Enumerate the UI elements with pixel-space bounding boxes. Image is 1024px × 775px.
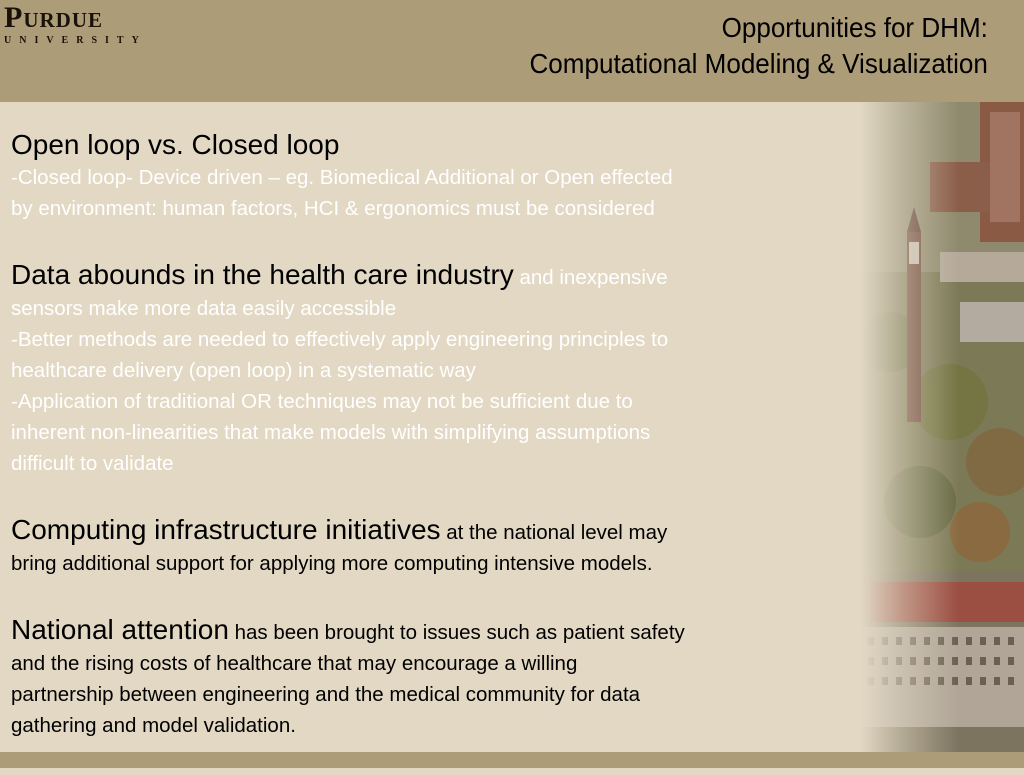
paragraph-data-abounds: [11, 258, 856, 479]
paragraph-computing-infrastructure: [11, 513, 856, 579]
body-line: gathering and model validation.: [11, 714, 296, 737]
heading-tail: and inexpensive: [513, 266, 668, 289]
body-line: sensors make more data easily accessible: [11, 297, 397, 320]
body-line: by environment: human factors, HCI & ergonomics must be considered: [11, 197, 655, 220]
footer-bar: [0, 752, 1024, 768]
title-line-2: Computational Modeling & Visualization: [529, 48, 988, 79]
heading-tail: at the national level may: [440, 521, 668, 544]
body-line: and the rising costs of healthcare that may encourage a willing: [11, 652, 578, 675]
heading-computing-infrastructure: Computing infrastructure initiatives: [11, 514, 441, 545]
heading-line: [11, 258, 856, 293]
paragraph-open-loop: [11, 128, 856, 224]
body-line: difficult to validate: [11, 452, 174, 475]
heading-tail: has been brought to issues such as patient safety: [228, 621, 685, 644]
logo-subtitle: UNIVERSITY: [4, 35, 147, 46]
body-line: inherent non-linearities that make models with simplifying assumptions: [11, 421, 651, 444]
purdue-logo: [4, 3, 147, 46]
title-line-1: Opportunities for DHM:: [721, 12, 988, 43]
campus-photo: [860, 102, 1024, 752]
slide-body: [11, 128, 856, 775]
header-bar: [0, 0, 1024, 102]
heading-line: [11, 613, 856, 648]
heading-line: [11, 513, 856, 548]
body-line: partnership between engineering and the medical community for data: [11, 683, 641, 706]
paragraph-national-attention: [11, 613, 856, 741]
heading-data-abounds: Data abounds in the health care industry: [11, 259, 514, 290]
slide-title: [530, 10, 988, 82]
body-line: bring additional support for applying more computing intensive models.: [11, 552, 653, 575]
heading-open-loop: Open loop vs. Closed loop: [11, 129, 340, 160]
logo-wordmark: Purdue: [4, 1, 103, 34]
body-line: healthcare delivery (open loop) in a systematic way: [11, 359, 476, 382]
body-line: -Better methods are needed to effectively apply engineering principles to: [11, 328, 669, 351]
body-line: -Application of traditional OR techniques may not be sufficient due to: [11, 390, 633, 413]
heading-national-attention: National attention: [11, 614, 229, 645]
body-line: -Closed loop- Device driven – eg. Biomedical Additional or Open effected: [11, 166, 673, 189]
